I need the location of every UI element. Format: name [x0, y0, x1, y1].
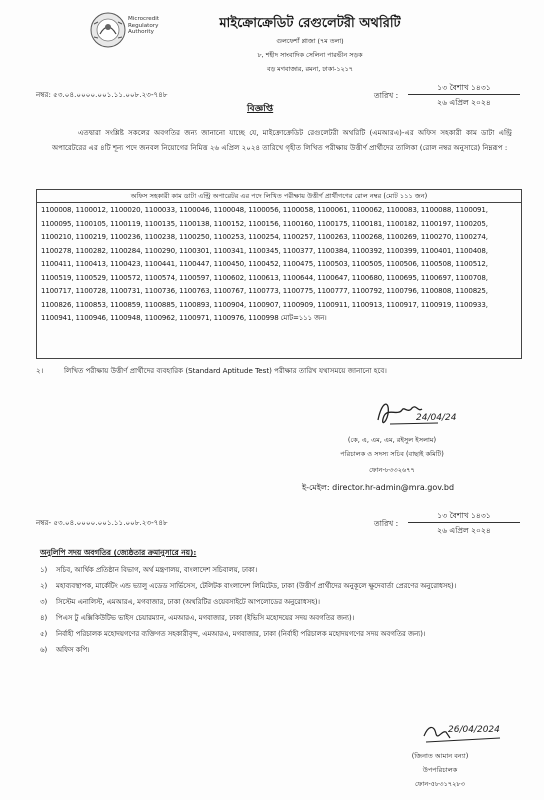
- roll-number: 1100695: [386, 272, 417, 282]
- roll-number: 1100219: [75, 232, 106, 241]
- roll-number: 1100182: [386, 218, 417, 228]
- date-gregorian: ২৬ এপ্রিল ২০২৪: [437, 98, 491, 107]
- roll-number: 1100238: [144, 232, 175, 241]
- date-label-2: তারিখ :: [374, 519, 399, 528]
- roll-number: 1100911: [317, 299, 348, 309]
- roll-number: 1100020: [110, 205, 141, 214]
- roll-number: 1100777: [317, 286, 348, 295]
- roll-number: 1100250: [179, 232, 210, 241]
- roll-number: 1100095: [41, 218, 72, 228]
- copy-item-number: ১): [40, 566, 48, 574]
- deputy-signature-date: 26/04/2024: [448, 725, 500, 735]
- roll-number: 1100269: [386, 232, 417, 241]
- memo-number: নম্বর: ৫৩.০৪.০০০০.০০১.১১.০০৮.২৩-৭৪৮: [36, 90, 168, 99]
- roll-number: 1100062: [351, 205, 383, 214]
- copy-item-number: ৩): [40, 598, 48, 606]
- copy-distribution-list: [40, 562, 512, 658]
- roll-number: 1100450: [213, 259, 244, 268]
- roll-number: 1100341: [213, 245, 244, 255]
- item-2-number: ২।: [36, 366, 44, 375]
- copy-list-item: [40, 594, 512, 610]
- roll-number: 1100135: [144, 218, 175, 228]
- roll-number: 1100946: [75, 313, 106, 322]
- copy-distribution-heading: অনুলিপি সদয় অবগতির (জ্যেষ্ঠতার ক্রমানুসারে নয়):: [40, 548, 197, 557]
- roll-number: 1100401: [420, 245, 452, 255]
- director-name: (কে, এ, এম, এম, রইসুল ইসলাম): [347, 436, 437, 444]
- date-bangla-2: ১৩ বৈশাখ ১৪৩১: [437, 511, 491, 520]
- email-address[interactable]: director.hr-admin@mra.gov.bd: [332, 483, 455, 492]
- roll-number: 1100138: [179, 218, 210, 228]
- roll-number: 1100519: [41, 272, 72, 282]
- roll-number: 1100976: [213, 313, 244, 322]
- roll-number: 1100274: [455, 232, 486, 241]
- roll-number: 1100904: [213, 299, 244, 309]
- roll-number: 1100731: [110, 286, 141, 295]
- copy-list-item: [40, 642, 512, 658]
- roll-number: 1100058: [282, 205, 314, 214]
- roll-number: 1100998: [248, 313, 279, 322]
- roll-number: 1100574: [144, 272, 175, 282]
- copy-list-item: [40, 626, 512, 642]
- copy-list-item: [40, 578, 512, 594]
- notice-title: বিজ্ঞপ্তি: [247, 104, 274, 114]
- roll-number: 1100301: [179, 245, 210, 255]
- roll-number: 1100268: [351, 232, 383, 241]
- copy-item-text: অফিস কপি।: [56, 646, 90, 654]
- director-designation: পরিচালক ও সদস্য সচিব (বাছাই কমিটি): [340, 450, 444, 458]
- roll-number: 1100441: [144, 259, 175, 268]
- roll-total: মোট=১১১ জন।: [280, 313, 327, 322]
- roll-number: 1100825: [455, 286, 486, 295]
- email-label: ই-মেইল:: [302, 483, 330, 492]
- director-phone: ফোন-৮৩৩২৬৭৭: [369, 466, 415, 474]
- roll-number: 1100717: [41, 286, 72, 295]
- roll-number-list: 1100008, 1100012, 1100020, 1100033, 1100046, 1100048, 1100056, 1100058, 1100061, 1100062, 1100083, 1100088, 1100091, 1100095, 1100105, 1100119, 1100135, 1100138, 1100152, 1100156, 1100160, 1100175, 1100181, 1100182, 1100197, 1100205, 1100210, 1100219, 1100236, 1100238, 1100250, 1100253, 1100254, 1100257, 1100263, 1100268, 1100269, 1100270, 1100274, 1100278, 1100282, 1100284, 1100290, 1100301, 1100341, 1100345, 1100377, 1100384, 1100392, 1100399, 1100401, 1100408, 1100411, 1100413, 1100423, 1100441, 1100447, 1100450, 1100452, 1100475, 1100503, 1100505, 1100506, 1100508, 1100512, 1100519, 1100529, 1100572, 1100574, 1100597, 1100602, 1100613, 1100644, 1100647, 1100680, 1100695, 1100697, 1100708, 1100717, 1100728, 1100731, 1100736, 1100763, 1100767, 1100773, 1100775, 1100777, 1100792, 1100796, 1100808, 1100825, 1100826, 1100853, 1100859, 1100885, 1100893, 1100904, 1100907, 1100909, 1100911, 1100913, 1100917, 1100919, 1100933, 1100941, 1100946, 1100948, 1100962, 1100971, 1100976, 1100998 মোট=১১১ জন।: [41, 205, 488, 322]
- roll-number: 1100913: [351, 299, 383, 309]
- roll-number: 1100282: [75, 245, 106, 255]
- roll-number: 1100792: [351, 286, 383, 295]
- roll-number: 1100808: [420, 286, 452, 295]
- roll-number: 1100512: [455, 259, 486, 268]
- roll-number: 1100399: [386, 245, 417, 255]
- roll-number: 1100290: [144, 245, 175, 255]
- roll-number: 1100377: [282, 245, 314, 255]
- roll-number: 1100919: [420, 299, 452, 309]
- copy-list-item: [40, 562, 512, 578]
- roll-number: 1100826: [41, 299, 72, 309]
- copy-item-text: পিএস টু এক্সিকিউটিভ ভাইস চেয়ারম্যান, এমআরএ, মগবাজার, ঢাকা (ইভিসি মহোদয়ের সদয় অবগতির জন্য)।: [56, 614, 355, 622]
- address-line-1: গুলফেশাঁ প্লাজা (৭ম তলা): [276, 37, 344, 45]
- roll-number: 1100962: [144, 313, 175, 322]
- roll-number: 1100941: [41, 313, 72, 322]
- roll-number: 1100602: [213, 272, 244, 282]
- roll-number: 1100447: [179, 259, 210, 268]
- roll-number: 1100048: [213, 205, 244, 214]
- roll-number: 1100411: [41, 259, 72, 268]
- roll-number: 1100278: [41, 245, 72, 255]
- roll-number: 1100091: [455, 205, 486, 214]
- roll-number: 1100046: [179, 205, 210, 214]
- copy-item-text: সচিব, আর্থিক প্রতিষ্ঠান বিভাগ, অর্থ মন্ত্রণালয়, বাংলাদেশ সচিবালয়, ঢাকা।: [56, 566, 258, 574]
- copy-item-number: ৪): [40, 614, 48, 622]
- date-bangla: ১৩ বৈশাখ ১৪৩১: [437, 83, 491, 92]
- mra-logo-emblem-icon: [88, 10, 128, 50]
- copy-item-text: নির্বাহী পরিচালক মহোদয়গণের ব্যক্তিগত সহকারীবৃন্দ, এমআরএ, মগবাজার, ঢাকা (নির্বাহী পরিচালক মহোদয়গণের সদয় অবগতির জন্য)।: [56, 630, 426, 638]
- logo-wordmark: Microcredit Regulatory Authority: [128, 16, 160, 36]
- roll-number-table: [36, 189, 522, 359]
- director-signature-date: 24/04/24: [416, 413, 457, 423]
- roll-number: 1100503: [317, 259, 348, 268]
- date-label: তারিখ :: [374, 91, 399, 100]
- roll-number: 1100175: [317, 218, 348, 228]
- director-email: [302, 482, 454, 495]
- roll-number: 1100505: [351, 259, 383, 268]
- roll-number: 1100508: [420, 259, 452, 268]
- roll-number: 1100763: [179, 286, 210, 295]
- roll-number: 1100647: [317, 272, 348, 282]
- roll-number: 1100263: [317, 232, 348, 241]
- roll-number: 1100205: [455, 218, 486, 228]
- roll-number: 1100909: [282, 299, 314, 309]
- roll-number: 1100775: [282, 286, 314, 295]
- notice-paragraph: [52, 126, 512, 155]
- address-line-2: ৮, শহীদ সাংবাদিক সেলিনা পারভীন সড়ক: [257, 51, 363, 59]
- roll-number: 1100736: [144, 286, 175, 295]
- date-divider: [408, 94, 520, 95]
- roll-number: 1100413: [75, 259, 106, 268]
- deputy-director-name: (জিনাত আমান বন্যা): [411, 752, 469, 760]
- roll-number: 1100160: [282, 218, 314, 228]
- roll-number: 1100061: [317, 205, 348, 214]
- roll-number: 1100088: [420, 205, 452, 214]
- roll-number: 1100506: [386, 259, 417, 268]
- roll-number: 1100644: [282, 272, 314, 282]
- copy-item-number: ৫): [40, 630, 48, 638]
- mra-logo: [88, 10, 188, 54]
- address-line-3: বড় মগবাজার, রমনা, ঢাকা-১২১৭: [267, 65, 353, 73]
- item-2: [36, 366, 516, 378]
- roll-number: 1100885: [144, 299, 175, 309]
- roll-number: 1100384: [317, 245, 348, 255]
- roll-number: 1100773: [248, 286, 279, 295]
- date-gregorian-2: ২৬ এপ্রিল ২০২৪: [437, 526, 491, 535]
- roll-number: 1100597: [179, 272, 210, 282]
- roll-number: 1100971: [179, 313, 210, 322]
- roll-number: 1100236: [110, 232, 141, 241]
- roll-number: 1100796: [386, 286, 417, 295]
- roll-number: 1100893: [179, 299, 210, 309]
- director-signature: [372, 394, 457, 434]
- copy-item-text: সিস্টেম এনালিস্ট, এমআরএ, মগবাজার, ঢাকা (অথরিটির ওয়েবসাইটে আপলোডের অনুরোধসহ)।: [56, 598, 321, 606]
- roll-number: 1100210: [41, 232, 72, 241]
- roll-number: 1100452: [248, 259, 279, 268]
- item-2-text: লিখিত পরীক্ষায় উত্তীর্ণ প্রার্থীদের ব্যবহারিক (Standard Aptitude Test) পরীক্ষার তারিখ যথাসময়ে জানানো হবে।: [64, 366, 387, 375]
- roll-number: 1100728: [75, 286, 106, 295]
- notice-paragraph-text: এতদ্বারা সংশ্লিষ্ট সকলের অবগতির জন্য জানানো যাচ্ছে যে, মাইক্রোক্রেডিট রেগুলেটরী অথরিটি (এমআরএ)-এর অফিস সহকারী কাম ডাটা এন্ট্রি অপারেটরের এর ৪টি শূন্য পদে জনবল নিয়োগের নিমিত্ত ২৬ এপ্রিল ২০২৪ তারিখে গৃহীত লিখিত পরীক্ষায় উত্তীর্ণ প্রার্থীদের তালিকা (রোল নম্বর অনুসারে) নিম্নরূপ :: [52, 128, 512, 152]
- roll-number: 1100408: [455, 245, 486, 255]
- roll-number: 1100572: [110, 272, 141, 282]
- roll-number: 1100284: [110, 245, 141, 255]
- roll-number: 1100119: [110, 218, 141, 228]
- roll-number: 1100475: [282, 259, 314, 268]
- copy-list-item: [40, 610, 512, 626]
- roll-number: 1100613: [248, 272, 279, 282]
- roll-number: 1100933: [455, 299, 486, 309]
- roll-number: 1100033: [144, 205, 175, 214]
- roll-number: 1100056: [248, 205, 279, 214]
- roll-number: 1100270: [420, 232, 452, 241]
- roll-number: 1100008: [41, 205, 72, 214]
- roll-number: 1100680: [351, 272, 383, 282]
- roll-number: 1100697: [420, 272, 452, 282]
- copy-item-text: মহাব্যবস্থাপক, মার্কেটিং এন্ড ভ্যালু এডেড সার্ভিসেস, টেলিটক বাংলাদেশ লিমিটেড, ঢাকা (উত্তীর্ণ প্রার্থীদের অনুকূলে ক্ষুদেবার্তা প্রেরণের অনুরোধসহ)।: [56, 582, 457, 590]
- roll-number: 1100859: [110, 299, 141, 309]
- roll-number: 1100917: [386, 299, 417, 309]
- roll-number: 1100345: [248, 245, 279, 255]
- copy-item-number: ৬): [40, 646, 48, 654]
- roll-number: 1100181: [351, 218, 383, 228]
- roll-number: 1100197: [420, 218, 452, 228]
- roll-number: 1100012: [75, 205, 106, 214]
- roll-number: 1100254: [248, 232, 279, 241]
- organization-title: মাইক্রোক্রেডিট রেগুলেটরী অথরিটি: [219, 16, 401, 31]
- roll-number: 1100253: [213, 232, 244, 241]
- roll-number: 1100853: [75, 299, 106, 309]
- copy-item-number: ২): [40, 582, 48, 590]
- roll-number: 1100156: [248, 218, 279, 228]
- roll-number: 1100948: [110, 313, 141, 322]
- memo-number-2: নম্বর- ৫৩.০৪.০০০০.০০১.১১.০০৮.২৩-৭৪৮: [36, 518, 168, 527]
- roll-number: 1100152: [213, 218, 244, 228]
- deputy-director-signature: [420, 712, 506, 752]
- roll-number: 1100529: [75, 272, 106, 282]
- roll-number: 1100392: [351, 245, 383, 255]
- roll-table-heading: অফিস সহকারী কাম ডাটা এন্ট্রি অপারেটর এর পদে লিখিত পরীক্ষায় উত্তীর্ণ প্রার্থীগণের রোল নম্বর (মোট ১১১ জন): [37, 190, 521, 203]
- roll-number: 1100907: [248, 299, 279, 309]
- roll-number: 1100423: [110, 259, 141, 268]
- date-divider-2: [408, 522, 520, 523]
- roll-number: 1100105: [75, 218, 106, 228]
- roll-number: 1100083: [386, 205, 417, 214]
- roll-number: 1100257: [282, 232, 314, 241]
- deputy-director-designation: উপপরিচালক: [422, 766, 458, 774]
- roll-number: 1100767: [213, 286, 244, 295]
- deputy-director-phone: ফোন-৫৮৩১৭২৮৩: [415, 780, 465, 788]
- roll-number: 1100708: [455, 272, 486, 282]
